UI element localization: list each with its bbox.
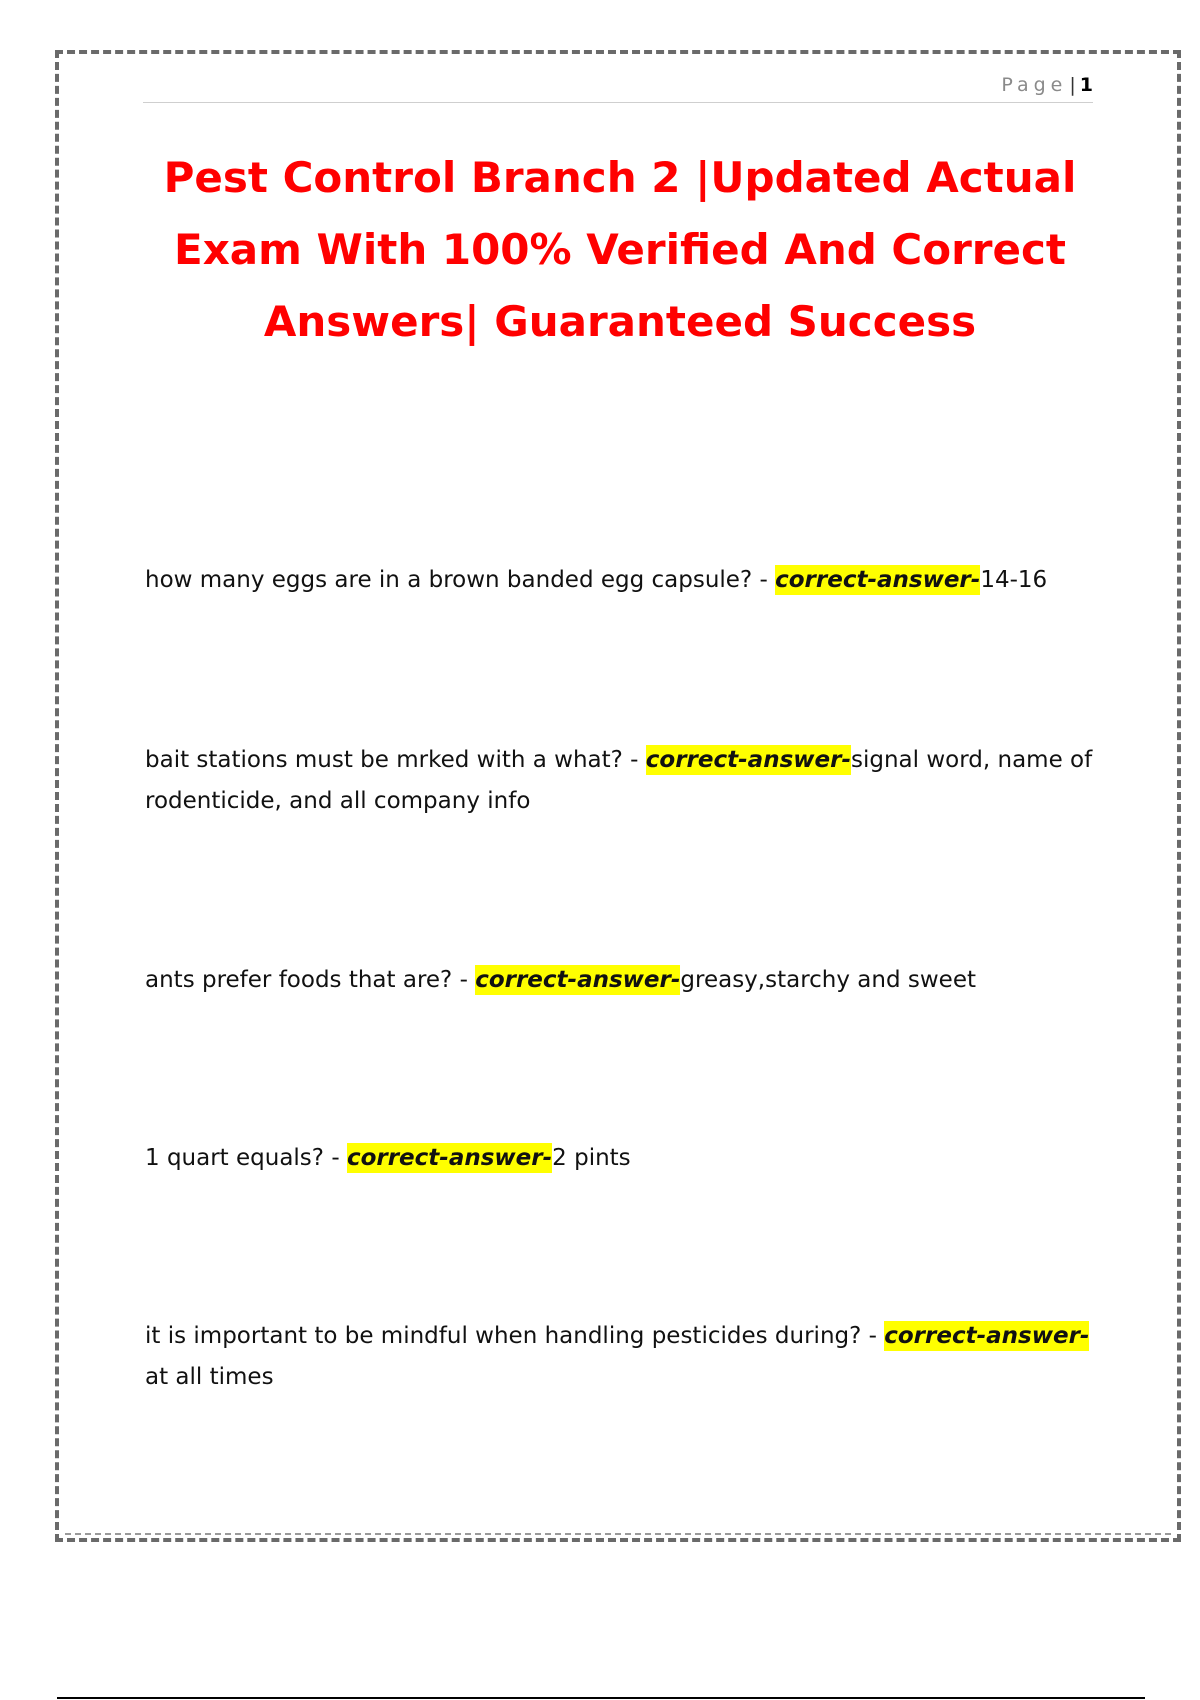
- correct-answer-marker: correct-answer-: [775, 567, 981, 593]
- document-title: Pest Control Branch 2 |Updated Actual Exam With 100% Verified And Correct Answers| Guaranteed Success: [163, 153, 1077, 346]
- answer-text: 2 pints: [552, 1145, 631, 1171]
- question-text: bait stations must be mrked with a what? -: [145, 747, 646, 773]
- correct-answer-marker: correct-answer-: [475, 967, 681, 993]
- answer-text: at all times: [145, 1364, 274, 1390]
- page-separator: |: [1069, 74, 1076, 96]
- question-text: it is important to be mindful when handling pesticides during? -: [145, 1323, 885, 1349]
- question-text: 1 quart equals? -: [145, 1145, 347, 1171]
- qa-item: [145, 1316, 1095, 1398]
- answer-text: greasy,starchy and sweet: [680, 967, 976, 993]
- correct-answer-marker: correct-answer-: [884, 1323, 1090, 1349]
- page-header: [143, 68, 1093, 103]
- answer-text: 14-16: [980, 567, 1048, 593]
- qa-item: [145, 960, 1095, 1001]
- qa-item: [145, 1138, 1095, 1179]
- correct-answer-marker: correct-answer-: [346, 1145, 553, 1171]
- page-label: Page: [1001, 74, 1068, 96]
- correct-answer-marker: correct-answer-: [645, 747, 851, 773]
- question-text: ants prefer foods that are? -: [145, 967, 476, 993]
- page-number: 1: [1079, 74, 1093, 96]
- qa-item: [145, 560, 1095, 601]
- qa-item: [145, 740, 1095, 822]
- question-text: how many eggs are in a brown banded egg capsule? -: [145, 567, 776, 593]
- answer-text: signal word, name of rodenticide, and all company info: [145, 747, 1093, 814]
- bottom-divider: [57, 1697, 1145, 1699]
